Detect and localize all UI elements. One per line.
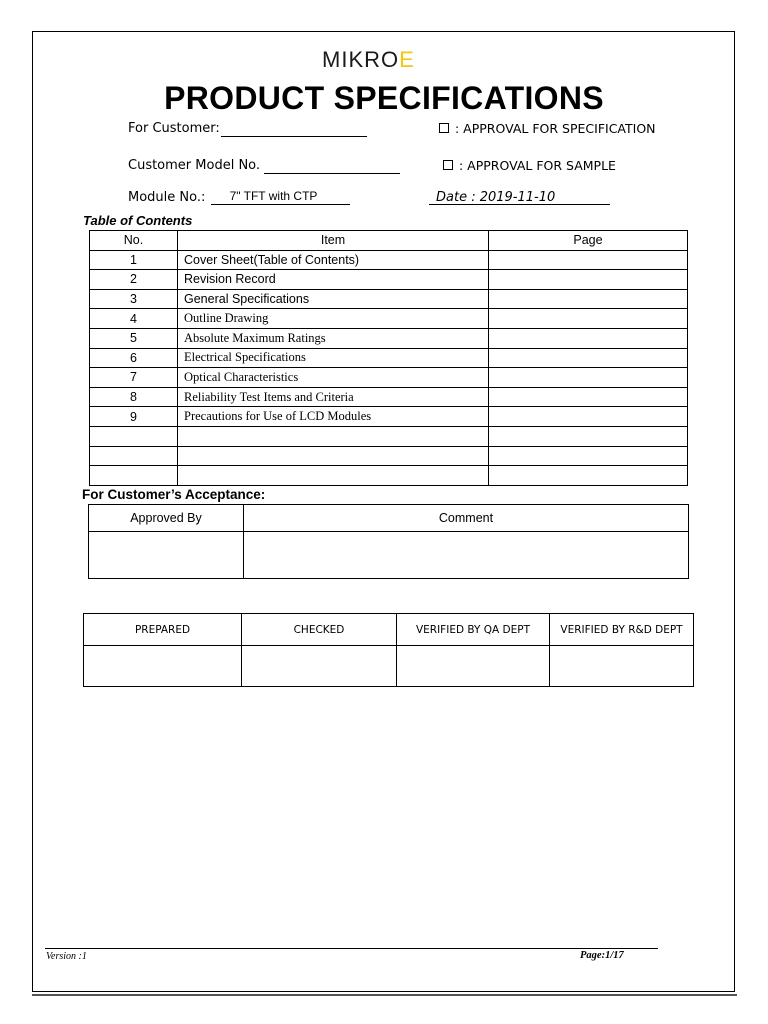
toc-page: [489, 348, 688, 368]
table-row: [90, 446, 688, 466]
toc-page: [489, 426, 688, 446]
signoff-header-row: [84, 614, 694, 646]
toc-item: Precautions for Use of LCD Modules: [178, 407, 489, 427]
toc-page: [489, 270, 688, 290]
toc-item: [178, 426, 489, 446]
table-row: [90, 328, 688, 348]
footer-page-number: Page:1/17: [580, 950, 624, 961]
toc-no: 9: [90, 407, 178, 427]
approved-by-cell[interactable]: [89, 532, 244, 579]
for-customer-label: For Customer:: [128, 121, 220, 136]
toc-header-item: Item: [178, 231, 489, 251]
toc-item: Absolute Maximum Ratings: [178, 328, 489, 348]
table-row: [90, 407, 688, 427]
page-title: PRODUCT SPECIFICATIONS: [164, 80, 604, 116]
toc-table: [89, 230, 688, 486]
toc-caption: Table of Contents: [83, 213, 193, 228]
toc-item: Outline Drawing: [178, 309, 489, 329]
approval-specification-checkbox[interactable]: [439, 123, 449, 133]
toc-no: 8: [90, 387, 178, 407]
toc-item: Electrical Specifications: [178, 348, 489, 368]
checked-header: CHECKED: [242, 614, 397, 646]
signoff-entry-row: [84, 646, 694, 687]
toc-item: Revision Record: [178, 270, 489, 290]
toc-no: [90, 426, 178, 446]
toc-page: [489, 328, 688, 348]
table-row: [90, 250, 688, 270]
toc-item: Reliability Test Items and Criteria: [178, 387, 489, 407]
acceptance-table: [88, 504, 689, 579]
table-row: [90, 289, 688, 309]
module-no-label: Module No.:: [128, 190, 206, 205]
date-blank: [429, 204, 610, 205]
acceptance-header-row: [89, 505, 689, 532]
toc-item: [178, 466, 489, 486]
toc-page: [489, 446, 688, 466]
prepared-cell[interactable]: [84, 646, 242, 687]
verified-qa-header: VERIFIED BY QA DEPT: [397, 614, 550, 646]
toc-header-no: No.: [90, 231, 178, 251]
comment-header: Comment: [244, 505, 689, 532]
table-row: [90, 309, 688, 329]
toc-item: Cover Sheet(Table of Contents): [178, 250, 489, 270]
verified-rd-header: VERIFIED BY R&D DEPT: [550, 614, 694, 646]
toc-header-row: [90, 231, 688, 251]
module-no-blank: [211, 204, 350, 205]
toc-item: [178, 446, 489, 466]
prepared-header: PREPARED: [84, 614, 242, 646]
table-row: [90, 466, 688, 486]
footer-version: Version :1: [46, 951, 87, 962]
approval-sample-label: : APPROVAL FOR SAMPLE: [459, 158, 616, 173]
acceptance-caption: For Customer’s Acceptance:: [82, 487, 266, 502]
table-row: [90, 426, 688, 446]
approval-sample-checkbox[interactable]: [443, 160, 453, 170]
toc-page: [489, 368, 688, 388]
toc-no: 5: [90, 328, 178, 348]
toc-page: [489, 466, 688, 486]
table-row: [90, 348, 688, 368]
signoff-table: [83, 613, 694, 687]
toc-no: 1: [90, 250, 178, 270]
toc-no: 2: [90, 270, 178, 290]
toc-item: General Specifications: [178, 289, 489, 309]
toc-item: Optical Characteristics: [178, 368, 489, 388]
approval-specification-label: : APPROVAL FOR SPECIFICATION: [455, 121, 656, 136]
toc-page: [489, 289, 688, 309]
customer-model-label: Customer Model No.: [128, 158, 261, 173]
logo-text: MIKROE: [322, 48, 415, 70]
toc-page: [489, 387, 688, 407]
toc-no: 4: [90, 309, 178, 329]
toc-header-page: Page: [489, 231, 688, 251]
toc-page: [489, 250, 688, 270]
module-no-value: 7" TFT with CTP: [229, 189, 318, 203]
customer-model-blank[interactable]: [264, 173, 400, 174]
acceptance-entry-row: [89, 532, 689, 579]
verified-qa-cell[interactable]: [397, 646, 550, 687]
toc-page: [489, 309, 688, 329]
table-row: [90, 368, 688, 388]
table-row: [90, 387, 688, 407]
checked-cell[interactable]: [242, 646, 397, 687]
mikroe-logo: [322, 48, 482, 70]
approved-by-header: Approved By: [89, 505, 244, 532]
page-bottom-line: [32, 994, 737, 996]
toc-page: [489, 407, 688, 427]
date-value: Date : 2019-11-10: [436, 190, 556, 205]
toc-no: 7: [90, 368, 178, 388]
toc-no: 6: [90, 348, 178, 368]
footer-divider: [45, 948, 658, 949]
for-customer-blank[interactable]: [221, 136, 367, 137]
comment-cell[interactable]: [244, 532, 689, 579]
toc-no: 3: [90, 289, 178, 309]
verified-rd-cell[interactable]: [550, 646, 694, 687]
table-row: [90, 270, 688, 290]
toc-no: [90, 446, 178, 466]
toc-no: [90, 466, 178, 486]
